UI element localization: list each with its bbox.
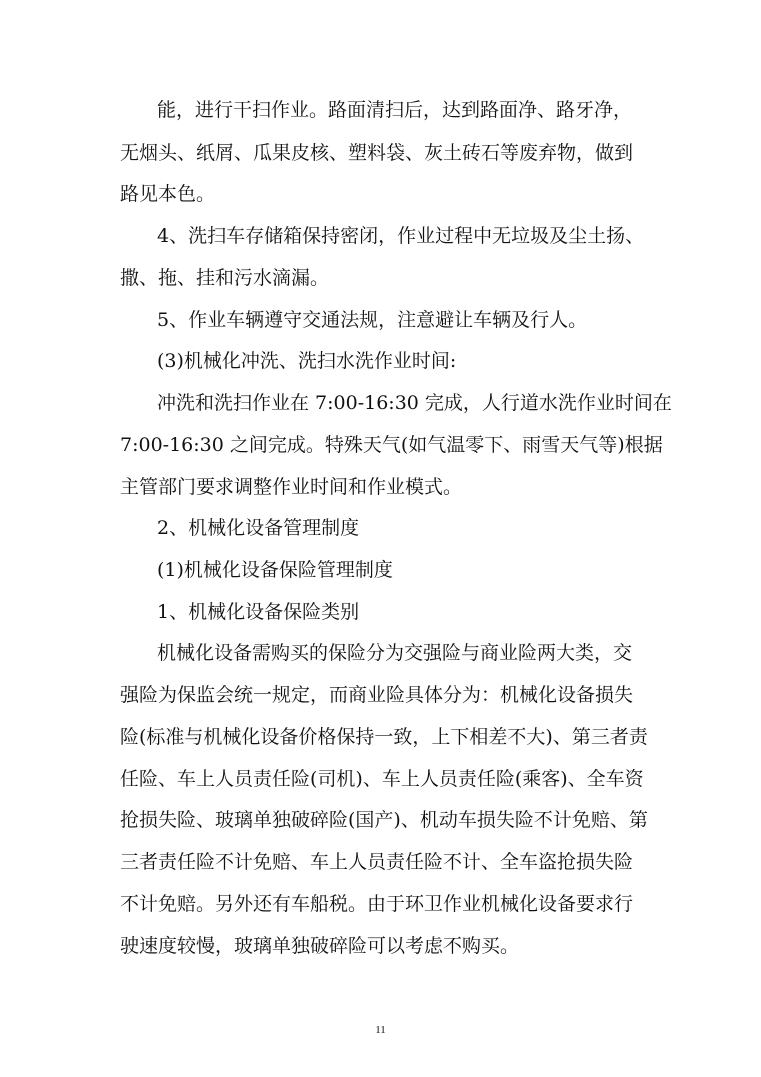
text-line: 能，进行干扫作业。路面清扫后，达到路面净、路牙净， (157, 99, 633, 121)
text-line: 机械化设备需购买的保险分为交强险与商业险两大类，交 (157, 642, 633, 664)
text-line: 4、洗扫车存储箱保持密闭，作业过程中无垃圾及尘土扬、 (157, 225, 645, 247)
text-line: 险(标准与机械化设备价格保持一致，上下相差不大)、第三者责 (120, 726, 648, 748)
text-line: 主管部门要求调整作业时间和作业模式。 (120, 476, 463, 498)
text-line: 撒、拖、挂和污水滴漏。 (120, 267, 330, 289)
text-line: 不计免赔。另外还有车船税。由于环卫作业机械化设备要求行 (120, 893, 634, 915)
section-heading: (3)机械化冲洗、洗扫水洗作业时间: (157, 350, 457, 372)
text-line: 冲洗和洗扫作业在 7:00-16:30 完成，人行道水洗作业时间在 (157, 392, 672, 414)
text-line: 5、作业车辆遵守交通法规，注意避让车辆及行人。 (157, 309, 588, 331)
section-heading: 2、机械化设备管理制度 (157, 517, 360, 539)
text-line: 路见本色。 (120, 183, 216, 205)
text-line: 三者责任险不计免赔、车上人员责任险不计、全车盗抢损失险 (120, 851, 634, 873)
section-heading: 1、机械化设备保险类别 (157, 601, 360, 623)
text-line: 无烟头、纸屑、瓜果皮核、塑料袋、灰土砖石等废弃物，做到 (120, 142, 634, 164)
page-number: 11 (375, 1024, 386, 1036)
text-line: 任险、车上人员责任险(司机)、车上人员责任险(乘客)、全车资 (120, 768, 644, 790)
text-line: 强险为保监会统一规定，而商业险具体分为：机械化设备损失 (120, 684, 634, 706)
text-line: 驶速度较慢，玻璃单独破碎险可以考虑不购买。 (120, 935, 520, 957)
text-line: 抢损失险、玻璃单独破碎险(国产)、机动车损失险不计免赔、第 (120, 809, 648, 831)
text-line: 7:00-16:30 之间完成。特殊天气(如气温零下、雨雪天气等)根据 (120, 434, 663, 456)
section-heading: (1)机械化设备保险管理制度 (157, 559, 393, 581)
